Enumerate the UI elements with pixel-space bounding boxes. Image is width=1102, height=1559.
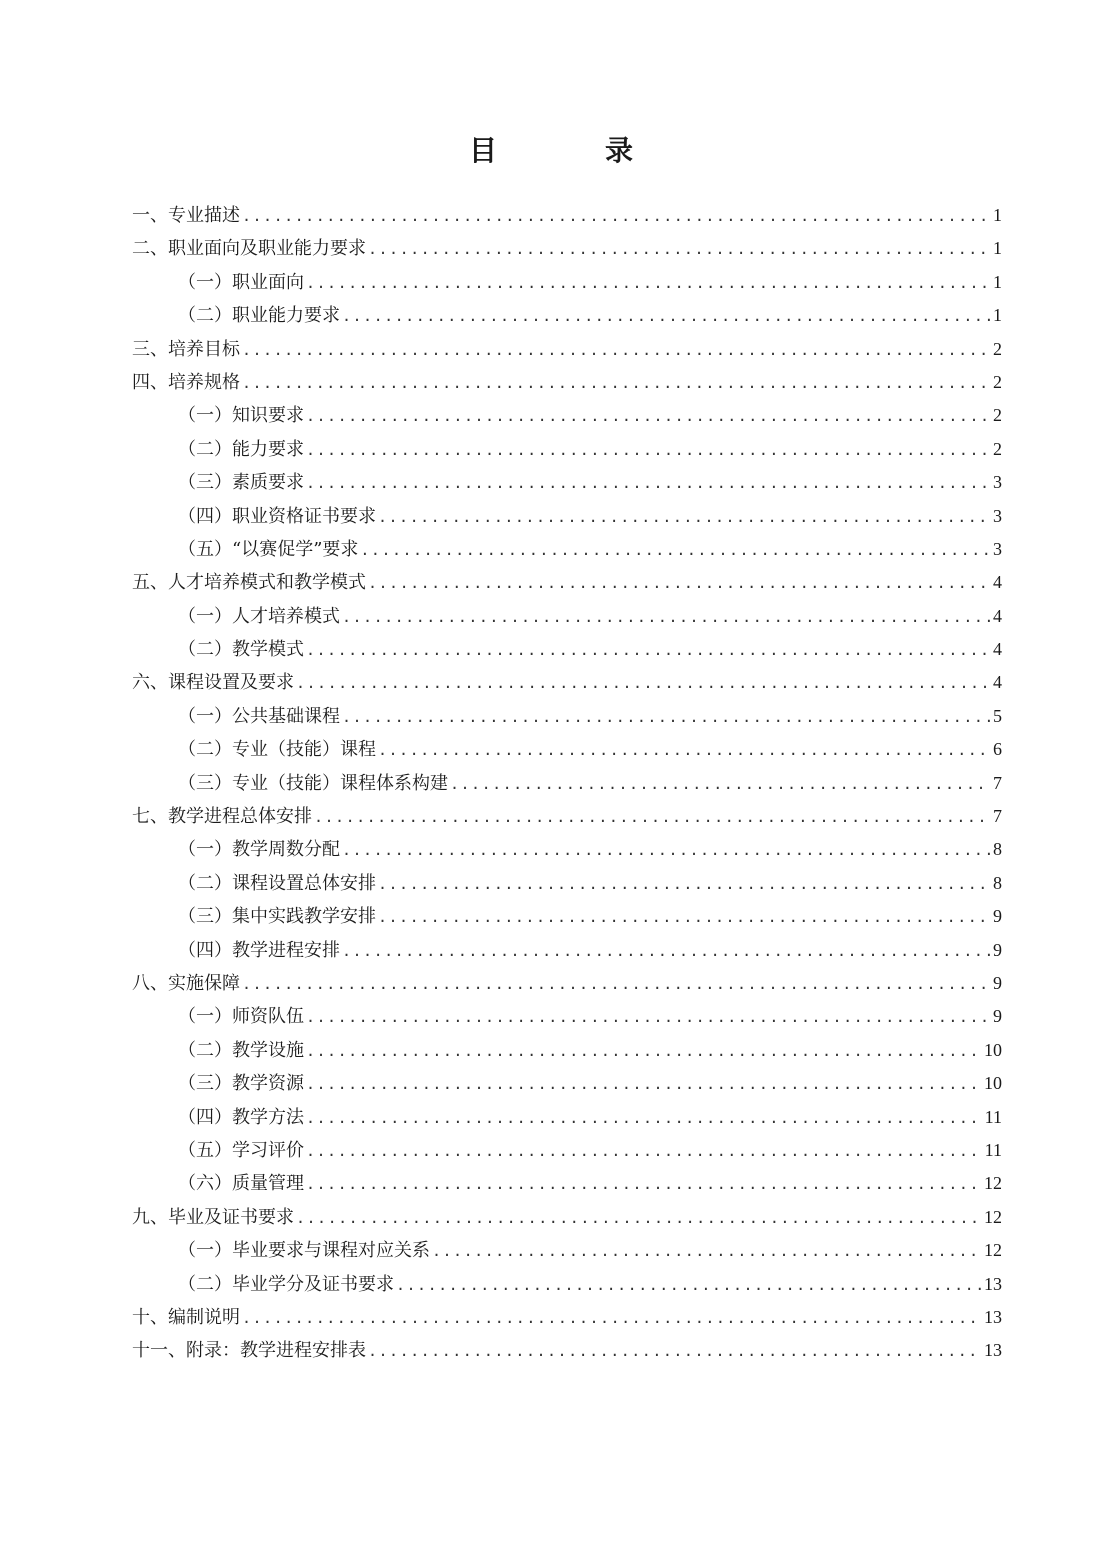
toc-entry[interactable] (132, 700, 1002, 733)
dot-leader (432, 1235, 982, 1268)
toc-entry-label: 二、职业面向及职业能力要求 (132, 238, 366, 260)
dot-leader (314, 801, 990, 834)
dot-leader (296, 667, 990, 700)
toc-entry-label: （二）教学设施 (178, 1039, 304, 1061)
toc-entry-page-number: 10 (984, 1039, 1002, 1060)
toc-entry-page-number: 7 (993, 772, 1002, 793)
toc-entry-page-number: 7 (993, 806, 1002, 827)
toc-entry-page-number: 5 (993, 705, 1002, 726)
toc-entry-label: （三）集中实践教学安排 (178, 906, 376, 928)
dot-leader (242, 334, 990, 367)
toc-entry[interactable] (132, 399, 1002, 432)
toc-entry-page-number: 1 (993, 205, 1002, 225)
dot-leader (342, 834, 990, 867)
toc-entry-label: （一）教学周数分配 (178, 839, 340, 861)
toc-entry[interactable] (132, 733, 1002, 766)
toc-entry-page-number: 13 (984, 1340, 1002, 1361)
toc-entry[interactable] (132, 500, 1002, 533)
toc-entry[interactable] (132, 1167, 1002, 1200)
toc-entry-page-number: 1 (993, 305, 1002, 326)
dot-leader (368, 567, 990, 600)
dot-leader (342, 701, 990, 734)
toc-entry-page-number: 11 (984, 1106, 1002, 1127)
toc-entry-page-number: 3 (993, 538, 1002, 559)
dot-leader (296, 1202, 982, 1235)
toc-entry[interactable] (132, 934, 1002, 967)
toc-entry-page-number: 1 (993, 238, 1002, 259)
toc-entry[interactable] (132, 1301, 1002, 1334)
dot-leader (306, 1068, 982, 1101)
toc-entry-label: （六）质量管理 (178, 1173, 304, 1195)
toc-entry-label: （二）能力要求 (178, 438, 304, 460)
toc-entry-page-number: 11 (984, 1139, 1002, 1160)
toc-entry[interactable] (132, 199, 1002, 232)
toc-entry-label: （二）课程设置总体安排 (178, 872, 376, 894)
toc-entry-page-number: 4 (993, 605, 1002, 626)
toc-entry-page-number: 9 (993, 972, 1002, 993)
toc-entry-page-number: 8 (993, 872, 1002, 893)
toc-entry-label: （四）教学进程安排 (178, 939, 340, 961)
dot-leader (342, 935, 990, 968)
page-title: 目 录 (468, 134, 673, 167)
toc-entry-page-number: 9 (993, 906, 1002, 927)
dot-leader (450, 768, 990, 801)
dot-leader (306, 267, 990, 300)
toc-entry-page-number: 4 (993, 639, 1002, 660)
dot-leader (378, 734, 990, 767)
dot-leader (378, 901, 990, 934)
toc-entry[interactable] (132, 1334, 1002, 1367)
toc-entry-label: （五）学习评价 (178, 1139, 304, 1161)
toc-entry[interactable] (132, 967, 1002, 1000)
toc-entry[interactable] (132, 800, 1002, 833)
dot-leader (342, 300, 990, 333)
dot-leader (368, 1335, 982, 1368)
toc-entry-label: （一）师资队伍 (178, 1006, 304, 1028)
toc-entry-label: 四、培养规格 (132, 371, 240, 393)
toc-entry[interactable] (132, 366, 1002, 399)
toc-entry[interactable] (132, 600, 1002, 633)
toc-entry[interactable] (132, 633, 1002, 666)
toc-entry-page-number: 12 (984, 1173, 1002, 1194)
toc-entry-label: （一）公共基础课程 (178, 705, 340, 727)
toc-entry-label: 一、专业描述 (132, 205, 240, 226)
toc-entry-page-number: 4 (993, 672, 1002, 693)
dot-leader (306, 634, 990, 667)
dot-leader (306, 1001, 990, 1034)
toc-entry-page-number: 12 (984, 1206, 1002, 1227)
dot-leader (306, 1168, 982, 1201)
toc-entry-label: 三、培养目标 (132, 338, 240, 360)
toc-entry-page-number: 13 (984, 1273, 1002, 1294)
dot-leader (368, 233, 990, 266)
toc-entry-label: 八、实施保障 (132, 972, 240, 994)
dot-leader (306, 1035, 982, 1068)
toc-entry-page-number: 9 (993, 1006, 1002, 1027)
toc-entry-page-number: 3 (993, 505, 1002, 526)
toc-entry[interactable] (132, 433, 1002, 466)
toc-entry-label: 九、毕业及证书要求 (132, 1206, 294, 1228)
toc-entry-label: （二）职业能力要求 (178, 305, 340, 327)
dot-leader (306, 400, 990, 433)
dot-leader (306, 434, 990, 467)
toc-entry[interactable] (132, 767, 1002, 800)
toc-entry[interactable] (132, 1000, 1002, 1033)
toc-entry[interactable] (132, 333, 1002, 366)
toc-entry-page-number: 2 (993, 405, 1002, 426)
dot-leader (306, 1102, 983, 1135)
toc-entry[interactable] (132, 833, 1002, 866)
toc-entry[interactable] (132, 466, 1002, 499)
toc-entry-page-number: 12 (984, 1240, 1002, 1261)
dot-leader (342, 601, 990, 634)
toc-entry-page-number: 8 (993, 839, 1002, 860)
dot-leader (242, 1302, 982, 1335)
toc-entry[interactable] (132, 299, 1002, 332)
toc-entry-page-number: 2 (993, 371, 1002, 392)
dot-leader (306, 467, 990, 500)
toc-entry-page-number: 2 (993, 438, 1002, 459)
toc-entry-label: （四）教学方法 (178, 1106, 304, 1128)
toc-entry-label: 六、课程设置及要求 (132, 672, 294, 694)
toc-entry-label: 十、编制说明 (132, 1306, 240, 1328)
toc-entry-label: 五、人才培养模式和教学模式 (132, 572, 366, 594)
toc-entry-label: （二）专业（技能）课程 (178, 739, 376, 761)
toc-entry-page-number: 4 (993, 572, 1002, 593)
toc-entry[interactable] (132, 533, 1002, 566)
dot-leader (378, 501, 990, 534)
toc-entry-page-number: 10 (984, 1073, 1002, 1094)
toc-entry[interactable] (132, 232, 1002, 265)
toc-entry-page-number: 1 (993, 271, 1002, 292)
toc-entry-label: （一）知识要求 (178, 405, 304, 427)
toc-entry-label: 十一、附录：教学进程安排表 (132, 1340, 366, 1362)
toc-entry[interactable] (132, 266, 1002, 299)
dot-leader (242, 200, 990, 233)
table-of-contents (132, 199, 1002, 1368)
toc-entry[interactable] (132, 1234, 1002, 1267)
dot-leader (242, 367, 990, 400)
toc-entry[interactable] (132, 867, 1002, 900)
toc-entry-label: 七、教学进程总体安排 (132, 806, 312, 828)
toc-entry-label: （五）“以赛促学”要求 (178, 538, 359, 560)
toc-entry[interactable] (132, 566, 1002, 599)
toc-entry-label: （二）毕业学分及证书要求 (178, 1273, 394, 1295)
dot-leader (242, 968, 990, 1001)
toc-entry-page-number: 6 (993, 739, 1002, 760)
toc-entry-label: （一）职业面向 (178, 271, 304, 293)
toc-entry-page-number: 3 (993, 472, 1002, 493)
toc-entry-label: （一）人才培养模式 (178, 605, 340, 627)
toc-entry-label: （二）教学模式 (178, 639, 304, 661)
toc-entry[interactable] (132, 1034, 1002, 1067)
toc-entry-page-number: 2 (993, 338, 1002, 359)
dot-leader (378, 868, 990, 901)
toc-entry[interactable] (132, 1067, 1002, 1100)
toc-entry-label: （三）素质要求 (178, 472, 304, 494)
toc-entry-page-number: 9 (993, 939, 1002, 960)
dot-leader (396, 1269, 982, 1302)
toc-entry[interactable] (132, 666, 1002, 699)
toc-entry[interactable] (132, 1201, 1002, 1234)
toc-entry-label: （四）职业资格证书要求 (178, 505, 376, 527)
toc-entry[interactable] (132, 1268, 1002, 1301)
toc-entry-page-number: 13 (984, 1306, 1002, 1327)
toc-entry-label: （一）毕业要求与课程对应关系 (178, 1240, 430, 1262)
dot-leader (306, 1135, 983, 1168)
dot-leader (360, 534, 990, 567)
toc-entry[interactable] (132, 900, 1002, 933)
toc-entry-label: （三）专业（技能）课程体系构建 (178, 772, 448, 794)
toc-entry[interactable] (132, 1134, 1002, 1167)
toc-entry[interactable] (132, 1101, 1002, 1134)
toc-entry-label: （三）教学资源 (178, 1073, 304, 1095)
